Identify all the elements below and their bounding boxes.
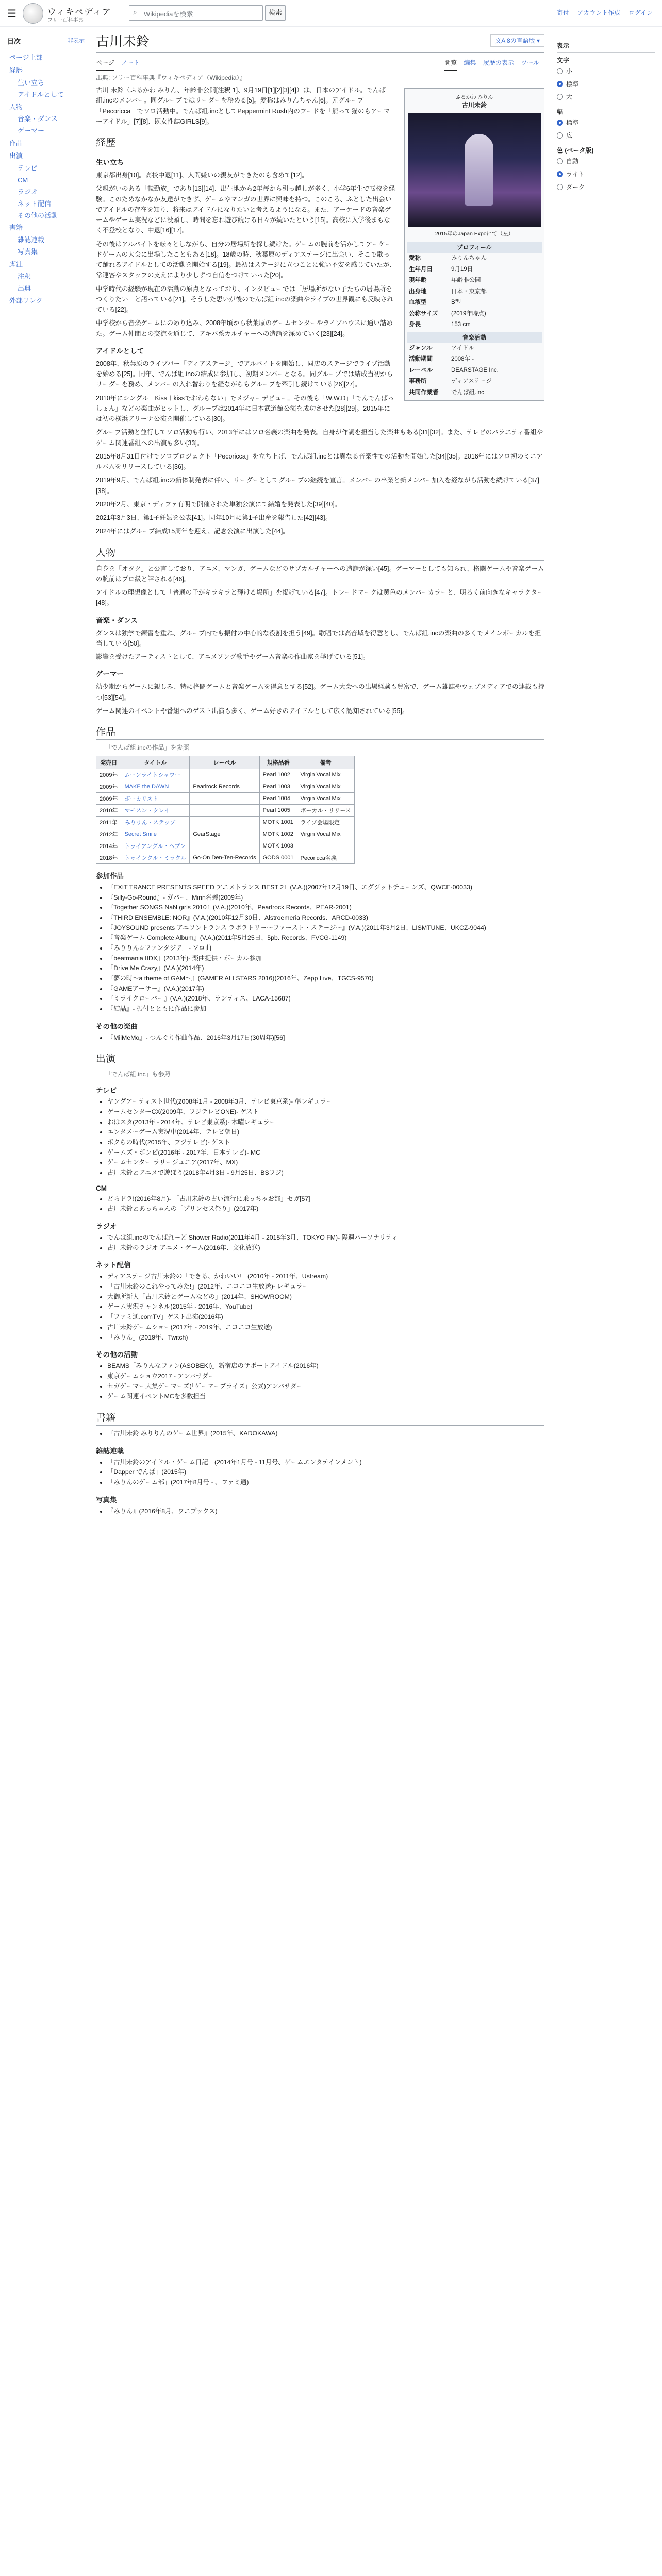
subsection-heading: その他の楽曲 xyxy=(96,1022,138,1030)
table-row xyxy=(96,781,355,793)
table-row xyxy=(96,769,355,781)
table-cell: GearStage xyxy=(190,828,259,840)
list-item: • エンタメ〜ゲーム実況中(2014年、テレビ朝日) xyxy=(107,1127,544,1138)
infobox-key: 事務所 xyxy=(409,378,427,385)
table-row xyxy=(96,793,355,805)
table-cell[interactable]: マモスン・クレイ xyxy=(121,805,190,817)
create-account-link[interactable]: アカウント作成 xyxy=(577,9,621,16)
radio-list xyxy=(107,1233,544,1253)
table-cell: MOTK 1002 xyxy=(259,828,297,840)
infobox xyxy=(404,88,544,401)
paragraph: 父親がいのある「転勤族」であり[13][14]、出生地から2年毎から引っ越しが多く、小学6年生で転校を経験。このためなかなか友達ができず、ゲームやマンガの世界に興味を持つ。このころ、ふとした出会いでアイドルの存在を知り、将来はアイドルになりたいと考えるようになる。また、アーケードの音楽ゲームやゲーム実況などに没頭し、時間を忘れ遊び続ける日々が続いたという[15]。高校に入学後まもなく不登校となり、中退[16][17]。 xyxy=(96,185,395,234)
tab-page[interactable]: ページ xyxy=(96,59,114,71)
login-link[interactable]: ログイン xyxy=(628,9,653,16)
appearance-panel xyxy=(557,36,655,193)
infobox-key: 公称サイズ xyxy=(409,310,438,317)
toc-item-top[interactable]: ページ上部 xyxy=(9,54,43,61)
text-size-option[interactable]: 小 xyxy=(557,64,655,77)
list-item: • ゲームセンターCX(2009年、フジテレビONE)- ゲスト xyxy=(107,1107,544,1117)
list-item: • 『ミライクローバー』(V.A.)(2018年、ランティス、LACA-15687) xyxy=(107,994,544,1004)
table-cell: 2010年 xyxy=(96,805,121,817)
infobox-row xyxy=(407,286,542,298)
list-item: • 古川未鈴ゲームショー(2017年 - 2019年、ニコニコ生放送) xyxy=(107,1323,544,1333)
paragraph: 2015年8月31日付けでソロプロジェクト「Pecoricca」を立ち上げ、でんぱ組.incとは異なる音楽性での活動を開始した[34][35]。2016年にはソロ初のミニアルバムをリリースしている[36]。 xyxy=(96,452,543,470)
subsection-heading: CM xyxy=(96,1184,107,1192)
infobox-key: 生年月日 xyxy=(409,266,433,273)
table-cell: Virgin Vocal Mix xyxy=(297,828,354,840)
infobox-row xyxy=(407,275,542,286)
table-header: 発売日 xyxy=(96,756,121,769)
lead-paragraph: 古川 未鈴（ふるかわ みりん、年齢非公開[注釈 1]、9月19日[1][2][3][4]）は、日本のアイドル。でんぱ組.incのメンバー。同グループではリーダーを務める[5]。愛称はみりんちゃん[6]。元グループ「Pecoricca」でソロ活動中。でんぱ組.incとしてPeppermint Rush内のフードを「熊って猫のもアーマーアイドル」[7][8]、既女性誌GIRLS[9]。 xyxy=(96,87,390,125)
infobox-key: レーベル xyxy=(409,367,433,374)
infobox-value: DEARSTAGE Inc. xyxy=(451,367,499,374)
toc-item[interactable]: 外部リンク xyxy=(9,296,43,304)
radio-icon xyxy=(557,94,563,100)
table-row xyxy=(96,805,355,817)
toc-item[interactable]: その他の活動 xyxy=(18,211,58,219)
table-cell[interactable]: みりりん・ステップ xyxy=(121,817,190,828)
radio-icon xyxy=(557,184,563,190)
table-cell[interactable]: Secret Smile xyxy=(121,828,190,840)
table-cell: ライブ会場限定 xyxy=(297,817,354,828)
photobook-list xyxy=(107,1506,544,1517)
table-cell: 2014年 xyxy=(96,840,121,852)
table-cell: GODS 0001 xyxy=(259,852,297,864)
list-item: • ヤングアーティスト世代(2008年1月 - 2008年3月、テレビ東京系)- 準レギュラー xyxy=(107,1097,544,1107)
infobox-key: 愛称 xyxy=(409,255,421,261)
magazine-list xyxy=(107,1458,544,1488)
list-item: • 『みりりん☆ファンタジア』- ソロ曲 xyxy=(107,943,544,954)
list-item: • ボクらの時代(2015年、フジテレビ)- ゲスト xyxy=(107,1138,544,1148)
table-cell: Virgin Vocal Mix xyxy=(297,769,354,781)
list-item: • ゲーム関連イベントMCを多数担当 xyxy=(107,1392,544,1402)
article-content xyxy=(96,31,544,1519)
other-songs-list xyxy=(107,1033,544,1043)
infobox-value: 9月19日 xyxy=(451,266,473,273)
list-item: • 『GAMEアーサー』(V.A.)(2017年) xyxy=(107,984,544,994)
list-item: • 古川未鈴とあっちゃんの「プリンセス祭り」(2017年) xyxy=(107,1204,544,1214)
table-cell: 2018年 xyxy=(96,852,121,864)
list-item: • 『EXIT TRANCE PRESENTS SPEED アニメトランス BEST 2』(V.A.)(2007年12月19日、エグジットチューンズ、QWCE-00033) xyxy=(107,883,544,893)
tab-talk[interactable]: ノート xyxy=(121,59,140,66)
toc-item[interactable]: 生い立ち xyxy=(18,78,45,87)
toc-item[interactable]: 脚注 xyxy=(9,260,23,268)
subsection-heading: 参加作品 xyxy=(96,872,124,880)
table-cell[interactable]: ムーンライトシャワー xyxy=(121,769,190,781)
text-size-option[interactable]: 大 xyxy=(557,90,655,103)
tab-history[interactable]: 履歴の表示 xyxy=(483,59,514,66)
list-item: • 古川未鈴のラジオ アニメ・ゲーム(2016年、文化放送) xyxy=(107,1243,544,1253)
paragraph: 2010年にシングル「Kiss＋kissでおわらない」でメジャーデビュー。その後も「W.W.D」「でんでんぱっしょん」などの楽曲がヒットし、グループは2014年に日本武道館公演を成功させた[28][29]。2015年には初の横浜アリーナ公演を開催している[30]。 xyxy=(96,394,394,422)
list-item: • 古川未鈴とアニメで遊ぼう(2018年4月3日 - 9月25日、BSフジ) xyxy=(107,1168,544,1178)
table-cell xyxy=(190,805,259,817)
infobox-row xyxy=(407,376,542,387)
infobox-key: 出身地 xyxy=(409,288,427,295)
infobox-row xyxy=(407,354,542,365)
section-heading: 人物 xyxy=(96,545,544,561)
table-cell: MOTK 1003 xyxy=(259,840,297,852)
infobox-section: プロフィール xyxy=(407,242,542,253)
list-item: • 「みりん」(2019年、Twitch) xyxy=(107,1333,544,1343)
subsection-heading: 音楽・ダンス xyxy=(96,616,138,624)
list-item: • 『beatmania IIDX』(2013年)- 楽曲提供・ボーカル参加 xyxy=(107,954,544,964)
wikipedia-logo[interactable] xyxy=(23,3,43,24)
color-option[interactable]: ダーク xyxy=(557,180,655,193)
table-cell[interactable]: MAKE the DAWN xyxy=(121,781,190,793)
list-item: • 『結晶』- 振付とともに作品に参加 xyxy=(107,1004,544,1014)
source-line: 出典: フリー百科事典『ウィキペディア（Wikipedia）』 xyxy=(96,74,246,81)
photo-caption: 2015年のJapan Expoにて（左） xyxy=(435,231,514,237)
table-cell[interactable]: ボーカリスト xyxy=(121,793,190,805)
table-cell xyxy=(190,817,259,828)
table-cell xyxy=(297,840,354,852)
infobox-value: B型 xyxy=(451,299,461,306)
paragraph: 中学時代の経験が現在の活動の原点となっており、インタビューでは「居場所がない子たちの居場所をつくりたい」と語っている[21]。そうした思いが後のでんぱ組.incの楽曲やライブの世界観にも反映されている[22]。 xyxy=(96,285,394,313)
toc-item[interactable]: ゲーマー xyxy=(18,127,45,135)
donate-link[interactable]: 寄付 xyxy=(557,9,570,16)
table-cell: Pearlrock Records xyxy=(190,781,259,793)
paragraph: 2024年にはグループ結成15周年を迎え、記念公演に出演した[44]。 xyxy=(96,528,289,535)
radio-icon xyxy=(557,120,563,126)
infobox-table xyxy=(407,253,542,331)
infobox-key: 身長 xyxy=(409,321,421,328)
toc-item[interactable]: 人物 xyxy=(9,103,23,111)
paragraph: 中学校から音楽ゲームにのめり込み、2008年頃から秋葉原のゲームセンターやライブハウスに通い詰めた。ゲーム仲間との交流を通じて、アキバ系カルチャーへの造詣を深めていく[23][24]。 xyxy=(96,319,393,337)
infobox-title: ふるかわ みりん 古川未鈴 xyxy=(455,95,493,109)
list-item: • 『夢の時〜a theme of GAM〜』(GAMER ALLSTARS 2016)(2016年、Zepp Live、TGCS-9570) xyxy=(107,974,544,984)
table-cell: Pecoricca名義 xyxy=(297,852,354,864)
infobox-value: 2008年 - xyxy=(451,356,474,363)
net-list xyxy=(107,1272,544,1343)
books-list xyxy=(107,1429,544,1439)
list-item: • 「Dapper でんぱ」(2015年) xyxy=(107,1467,544,1478)
section-heading: 書籍 xyxy=(96,1410,544,1426)
paragraph: 東京都出身[10]。高校中退[11]、人間嫌いの親友ができたのも含めて[12]。 xyxy=(96,172,308,179)
other-activity-list xyxy=(107,1361,544,1402)
list-item: • でんぱ組.incのでんぱれーど Shower Radio(2011年4月 - 2015年3月、TOKYO FM)- 隔週パーソナリティ xyxy=(107,1233,544,1243)
list-item: • ディアステージ古川未鈴の「できる、かわいい!」(2010年 - 2011年、Ustream) xyxy=(107,1272,544,1282)
subsection-heading: アイドルとして xyxy=(96,347,144,355)
table-cell[interactable]: トゥインクル・ミラクル xyxy=(121,852,190,864)
list-item: • 『Drive Me Crazy』(V.A.)(2014年) xyxy=(107,963,544,974)
page-title: 古川未鈴 文A 8の言語版 ▾ xyxy=(96,31,544,53)
table-cell: MOTK 1001 xyxy=(259,817,297,828)
paragraph: アイドルの理想像として「普通の子がキラキラと輝ける場所」を掲げている[47]。トレードマークは黄色のメンバーカラーと、明るく前向きなキャラクター[48]。 xyxy=(96,589,544,607)
list-item: • 『古川未鈴 みりりんのゲーム世界』(2015年、KADOKAWA) xyxy=(107,1429,544,1439)
infobox-section: 音楽活動 xyxy=(407,332,542,343)
table-cell xyxy=(190,840,259,852)
table-cell: Virgin Vocal Mix xyxy=(297,793,354,805)
table-cell: Go-On Den-Ten-Records xyxy=(190,852,259,864)
table-header: 備考 xyxy=(297,756,354,769)
toc-item[interactable]: 書籍 xyxy=(9,224,23,232)
width-option[interactable]: 標準 xyxy=(557,116,655,129)
list-item: • どらドラ!(2016年8月)- 「古川未鈴の古い流行に乗っちゃお部」セガ[57] xyxy=(107,1194,544,1205)
tab-tools[interactable]: ツール xyxy=(521,59,539,66)
paragraph: 2008年、秋葉原のライブバー「ディアステージ」でアルバイトを開始し、同店のステージでライブ活動を始める[25]。同年、でんぱ組.incの結成に参加し、初期メンバーとなる。同グループでは結成当初からリーダーを務め、メンバーの入れ替わりを経ながらもグループを牽引し続けている[26][27]。 xyxy=(96,360,393,388)
table-header: タイトル xyxy=(121,756,190,769)
table-header: 規格品番 xyxy=(259,756,297,769)
user-tools xyxy=(551,8,653,17)
infobox-value: でんぱ組.inc xyxy=(451,389,484,396)
infobox-row xyxy=(407,297,542,309)
table-header: レーベル xyxy=(190,756,259,769)
infobox-row xyxy=(407,387,542,399)
radio-icon xyxy=(557,68,563,74)
table-cell: Pearl 1003 xyxy=(259,781,297,793)
page-tabs xyxy=(96,55,544,69)
paragraph: 2020年2月、東京・ディファ有明で開催された単独公演にて結婚を発表した[39][40]。 xyxy=(96,500,341,508)
toc-sidebar xyxy=(7,36,85,308)
list-item: • 『みりん』(2016年8月、ワニブックス) xyxy=(107,1506,544,1517)
list-item: • ゲームズ・ポンピ(2016年 - 2017年、日本テレビ)- MC xyxy=(107,1148,544,1158)
subsection-heading: ゲーマー xyxy=(96,670,124,679)
table-row xyxy=(96,828,355,840)
table-cell: Pearl 1004 xyxy=(259,793,297,805)
list-item: • 『MiiMeMo』- つんぐり作曲作品、2016年3月17日(30周年)[56] xyxy=(107,1033,544,1043)
list-item: • 『JOYSOUND presents アニソントランス ラボラトリー〜ファースト・ステージ〜』(V.A.)(2011年3月2日、LISMTUNE、UKCZ-9044) xyxy=(107,923,544,934)
paragraph: 幼少期からゲームに親しみ、特に格闘ゲームと音楽ゲームを得意とする[52]。ゲーム大会への出場経験も豊富で、ゲーム雑誌やウェブメディアでの連載も持つ[53][54]。 xyxy=(96,683,544,701)
infobox-value: みりんちゃん xyxy=(451,255,487,261)
paragraph: その後はアルバイトを転々としながら、自分の居場所を探し続けた。ゲームの腕前を活かしてアーケードゲームの大会に出場したこともある[18]。18歳の時、秋葉原のディアステージに出会い、そこで歌って踊れるアイドルとしての活動を開始する[19]。最初はステージに立つことに強い不安を感じていたが、常連客やスタッフの支えにより少しずつ自信をつけていった[20]。 xyxy=(96,240,396,279)
radio-icon xyxy=(557,132,563,139)
language-button[interactable]: 文A 8の言語版 ▾ xyxy=(490,34,544,47)
site-header xyxy=(0,0,662,27)
section-heading: 作品 xyxy=(96,724,544,740)
infobox-key: 血液型 xyxy=(409,299,427,306)
table-cell xyxy=(190,793,259,805)
section-heading: 出演 xyxy=(96,1051,544,1066)
paragraph: ダンスは独学で練習を重ね、グループ内でも振付の中心的な役割を担う[49]。歌唱では高音域を得意とし、でんぱ組.incの楽曲の多くでメインボーカルを担当している[50]。 xyxy=(96,629,541,647)
list-item: • 「みりんのゲーム部」(2017年8月号 - 、ファミ通) xyxy=(107,1478,544,1488)
works-table xyxy=(96,756,355,864)
section-heading: 経歴 xyxy=(96,135,544,150)
cm-list xyxy=(107,1194,544,1214)
list-item: • 大御所新人「古川未鈴とゲームなどの」(2014年、SHOWROOM) xyxy=(107,1292,544,1302)
list-item: • ゲーム実況チャンネル(2015年 - 2016年、YouTube) xyxy=(107,1302,544,1312)
table-row xyxy=(96,840,355,852)
subsection-heading: ネット配信 xyxy=(96,1261,131,1269)
width-label: 幅 xyxy=(557,108,564,115)
search-input[interactable]: Wikipediaを検索 xyxy=(129,5,263,21)
hatnote[interactable]: 「でんぱ組.inc」も参照 xyxy=(105,1071,171,1078)
paragraph: 2019年9月、でんぱ組.incの新体制発表に伴い、リーダーとしてグループの継続を宣言。メンバーの卒業と新メンバー加入を経ながら活動を続けている[37][38]。 xyxy=(96,477,539,495)
tab-read[interactable]: 閲覧 xyxy=(444,59,457,71)
list-item: • ゲームセンター ラリージュニア(2017年、MX) xyxy=(107,1158,544,1168)
infobox-value: 153 cm xyxy=(451,321,471,328)
toc-hide-button[interactable]: 非表示 xyxy=(68,38,85,44)
toc-item[interactable]: ラジオ xyxy=(18,188,38,196)
infobox-row xyxy=(407,309,542,320)
toc-item[interactable]: 作品 xyxy=(9,139,23,147)
subsection-heading: その他の活動 xyxy=(96,1351,138,1359)
table-cell: ボーカル・リリース xyxy=(297,805,354,817)
infobox-value: 日本・東京都 xyxy=(451,288,487,295)
table-cell: Pearl 1005 xyxy=(259,805,297,817)
table-row xyxy=(96,817,355,828)
toc-heading: 目次 非表示 xyxy=(7,36,85,48)
toc-item[interactable]: 出演 xyxy=(9,152,23,160)
list-item: • 「ファミ通.comTV」ゲスト出演(2016年) xyxy=(107,1312,544,1323)
toc-item[interactable]: ネット配信 xyxy=(18,199,52,208)
text-size-option[interactable]: 標準 xyxy=(557,77,655,90)
list-item: • 「古川未鈴のアイドル・ゲーム日記」(2014年1月号 - 11月号、ゲームエンタテインメント) xyxy=(107,1458,544,1468)
list-item: • セガゲーマー大集ゲーマーズ(「ゲーマープライズ」公式)アンバサダー xyxy=(107,1382,544,1392)
subsection-heading: ラジオ xyxy=(96,1223,117,1231)
toc-item-life[interactable]: 経歴 xyxy=(9,66,23,74)
infobox-value: ディアステージ xyxy=(451,378,492,385)
subsection-heading: 写真集 xyxy=(96,1496,117,1504)
paragraph: 自身を「オタク」と公言しており、アニメ、マンガ、ゲームなどのサブカルチャーへの造詣が深い[45]。ゲーマーとしても知られ、格闘ゲームや音楽ゲームの腕前はプロ級と評される[46]。 xyxy=(96,565,544,583)
list-item: • おはスタ(2013年 - 2014年、テレビ東京系)- 木曜レギュラー xyxy=(107,1117,544,1128)
paragraph: グループ活動と並行してソロ活動も行い、2013年にはソロ名義の楽曲を発表。自身が作詞を担当した楽曲もある[31][32]。また、テレビのバラエティ番組やゲーム関連番組への出演も多い[33]。 xyxy=(96,429,543,447)
table-cell[interactable]: トライアングル・ヘブン xyxy=(121,840,190,852)
list-item: • 「古川未鈴のこれやってみた!」(2012年、ニコニコ生放送)- レギュラー xyxy=(107,1282,544,1292)
table-cell xyxy=(190,769,259,781)
paragraph: 影響を受けたアーティストとして、アニメソング歌手やゲーム音楽の作曲家を挙げている[51]。 xyxy=(96,653,370,660)
color-option[interactable]: ライト xyxy=(557,167,655,180)
radio-icon xyxy=(557,81,563,87)
toc-item[interactable]: 雑誌連載 xyxy=(18,236,45,244)
infobox-key: 共同作業者 xyxy=(409,389,439,396)
toc-item[interactable]: アイドルとして xyxy=(18,90,64,98)
subsection-heading: 雑誌連載 xyxy=(96,1447,124,1455)
infobox-key: ジャンル xyxy=(409,345,433,351)
paragraph: 2021年3月3日、第1子妊娠を公表[41]。同年10月に第1子出産を報告した[42][43]。 xyxy=(96,514,332,521)
hatnote[interactable]: 「でんぱ組.incの作品」を参照 xyxy=(105,744,189,751)
table-cell: 2009年 xyxy=(96,793,121,805)
infobox-row xyxy=(407,264,542,276)
infobox-value: 年齢非公開 xyxy=(451,277,481,284)
search-button[interactable]: 検索 xyxy=(265,5,286,21)
infobox-key: 活動期間 xyxy=(409,356,433,363)
wiki-sub: フリー百科事典 xyxy=(47,18,84,23)
infobox-table xyxy=(407,343,542,399)
paragraph: ゲーム関連のイベントや番組へのゲスト出演も多く、ゲーム好きのアイドルとして広く認知されている[55]。 xyxy=(96,707,409,715)
table-cell: 2009年 xyxy=(96,781,121,793)
table-row xyxy=(96,852,355,864)
participation-list xyxy=(107,883,544,1014)
infobox-key: 現年齢 xyxy=(409,277,427,284)
list-item: • 『Together SONGS NaN girls 2010』(V.A.)(2010年、Pearlrock Records、PEAR-2001) xyxy=(107,903,544,913)
infobox-value: (2019年時点) xyxy=(451,310,486,317)
main-menu-icon[interactable]: ☰ xyxy=(7,8,16,20)
list-item: • 『THIRD ENSEMBLE: NOR』(V.A.)(2010年12月30日、Alstroemeria Records、ARCD-0033) xyxy=(107,913,544,923)
toc-item[interactable]: 写真集 xyxy=(18,248,38,256)
appearance-heading: 表示 xyxy=(557,41,655,53)
wiki-name[interactable]: ウィキペディア xyxy=(47,7,111,17)
toc-item[interactable]: 注釈 xyxy=(18,273,31,281)
infobox-row xyxy=(407,365,542,377)
text-size-label: 文字 xyxy=(557,57,570,64)
table-cell: Pearl 1002 xyxy=(259,769,297,781)
tv-list xyxy=(107,1097,544,1178)
list-item: • 『音楽ゲーム Complete Album』(V.A.)(2011年5月25日、5pb. Records、FVCG-1149) xyxy=(107,933,544,943)
table-cell: 2011年 xyxy=(96,817,121,828)
subsection-heading: テレビ xyxy=(96,1087,117,1095)
radio-icon xyxy=(557,158,563,164)
list-item: • BEAMS「みりんなファン(ASOBEKI)」新宿店のサポートアイドル(2016年) xyxy=(107,1361,544,1371)
profile-photo[interactable] xyxy=(408,113,541,227)
radio-icon xyxy=(557,171,563,177)
infobox-row xyxy=(407,343,542,354)
color-label: 色 (ベータ版) xyxy=(557,147,594,154)
table-cell: Virgin Vocal Mix xyxy=(297,781,354,793)
infobox-row xyxy=(407,319,542,331)
infobox-value: アイドル xyxy=(451,345,474,351)
tab-edit[interactable]: 編集 xyxy=(464,59,476,66)
table-cell: 2009年 xyxy=(96,769,121,781)
table-cell: 2012年 xyxy=(96,828,121,840)
toc-item[interactable]: テレビ xyxy=(18,164,38,173)
list-item: • 東京ゲームショウ2017 - アンバサダー xyxy=(107,1371,544,1382)
toc-item[interactable]: 音楽・ダンス xyxy=(18,115,58,123)
toc-item[interactable]: 出典 xyxy=(18,284,31,292)
toc-item[interactable]: CM xyxy=(18,176,28,184)
subsection-heading: 生い立ち xyxy=(96,159,124,166)
search-icon: ⌕ xyxy=(133,8,137,16)
width-option[interactable]: 広 xyxy=(557,129,655,142)
infobox-row xyxy=(407,253,542,264)
color-option[interactable]: 自動 xyxy=(557,155,655,167)
list-item: • 『Silly-Go-Round』- ガパー、Mirin名義(2009年) xyxy=(107,893,544,903)
